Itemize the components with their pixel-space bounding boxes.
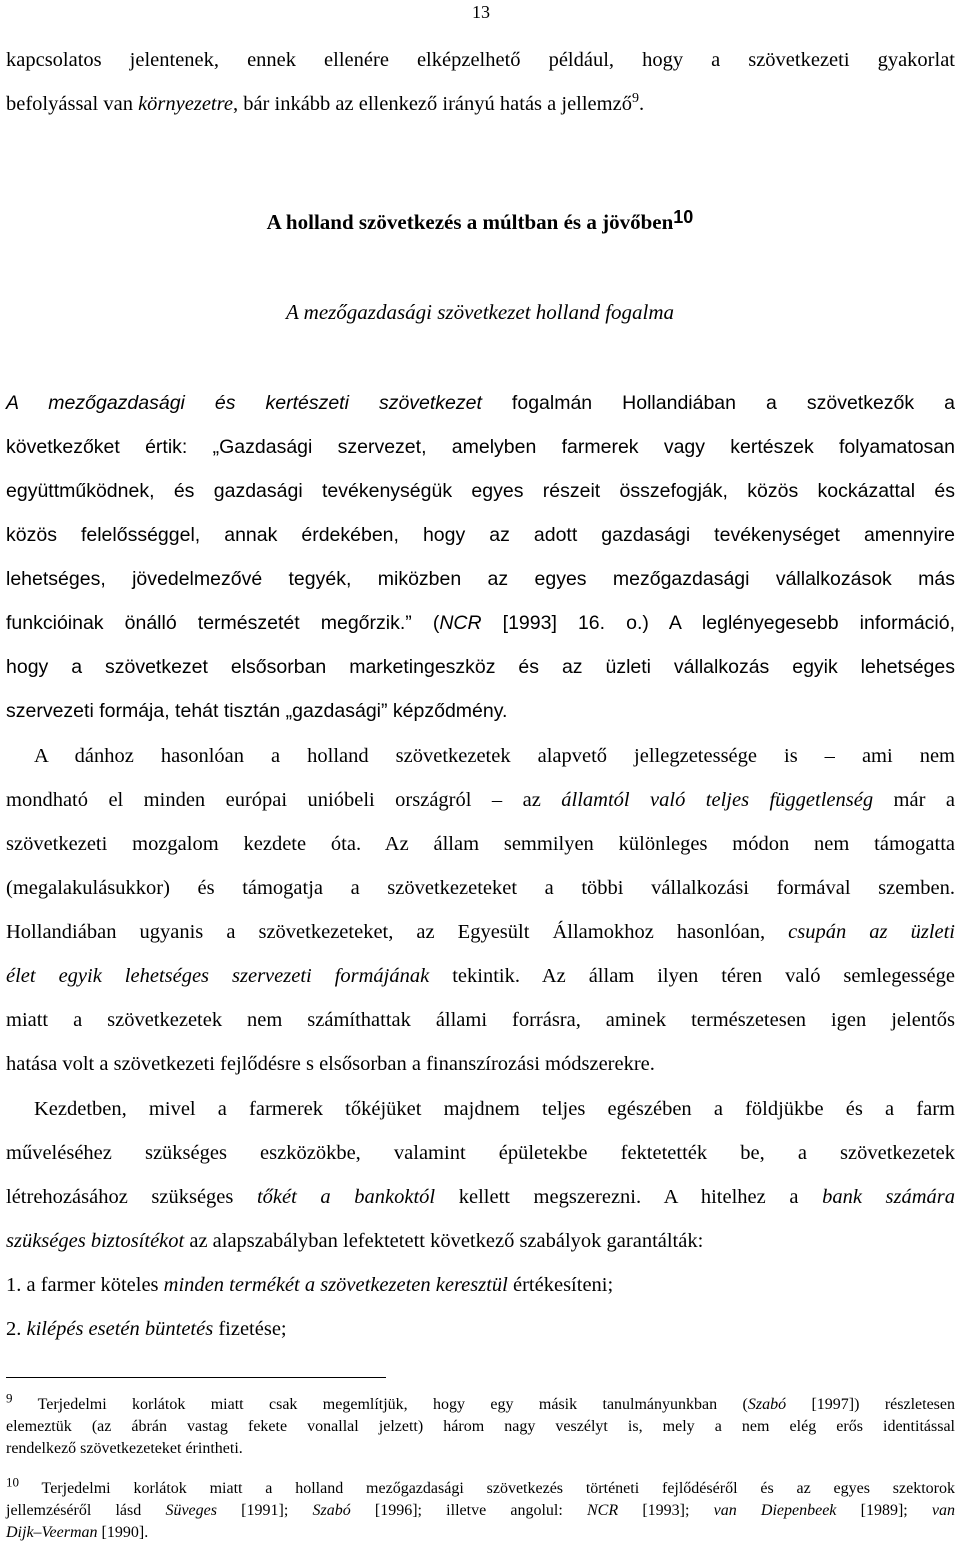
text-span: [1989]; — [836, 1502, 932, 1519]
text-line — [6, 954, 955, 998]
text-line — [6, 1438, 955, 1460]
text-span: kellett megszerezni. A hitelhez a — [435, 1186, 823, 1208]
text-line — [6, 425, 955, 469]
footnote-9 — [6, 1390, 955, 1460]
text-span: létrehozásához szükséges — [6, 1186, 257, 1208]
text-line — [6, 778, 955, 822]
italic-span: NCR — [587, 1502, 619, 1519]
text-span: (megalakulásukkor) és támogatja a szövetkezeteket a többi vállalkozási formával szemben. — [6, 877, 955, 899]
footnote-divider — [6, 1377, 386, 1378]
text-span: kapcsolatos jelentenek, ennek ellenére elképzelhető például, hogy a szövetkezeti gyakorlat — [6, 49, 955, 71]
footnote-number: 9 — [6, 1390, 13, 1406]
italic-span: kilépés esetén büntetés — [26, 1318, 214, 1340]
text-line — [6, 1522, 955, 1544]
list-item — [6, 1263, 955, 1307]
text-span: Kezdetben, mivel a farmerek tőkéjüket majdnem teljes egészében a földjükbe és a farm — [34, 1098, 955, 1120]
text-line — [6, 645, 955, 689]
text-line — [6, 82, 955, 126]
heading-text: A holland szövetkezés a múltban és a jövőben — [266, 210, 674, 234]
text-span: szervezeti formája, tehát tisztán „gazdasági” képződmény. — [6, 700, 508, 722]
text-span: fogalmán Hollandiában a szövetkezők a — [481, 392, 956, 414]
intro-paragraph — [6, 38, 955, 126]
text-span: , bár inkább az ellenkező irányú hatás a jellemző — [232, 93, 632, 115]
text-line — [6, 822, 955, 866]
text-line — [6, 557, 955, 601]
text-line — [6, 1042, 955, 1086]
text-span: A dánhoz hasonlóan a holland szövetkezetek alapvető jellegzetessége is – ami nem — [34, 745, 955, 767]
text-span: [1993]; — [618, 1502, 714, 1519]
text-line — [6, 1131, 955, 1175]
list-item — [6, 1307, 955, 1351]
text-line — [6, 381, 955, 425]
text-span: miatt a szövetkezetek nem számíthattak állami forrásra, aminek természetesen igen jelentős — [6, 1009, 955, 1031]
text-line — [6, 866, 955, 910]
italic-span: szükséges biztosítékot — [6, 1230, 185, 1252]
italic-span: államtól való teljes függetlenség — [561, 789, 874, 811]
italic-span: van — [931, 1502, 956, 1519]
footnote-ref: 9 — [631, 91, 639, 107]
text-span: az alapszabályban lefektetett következő szabályok garantálták: — [184, 1230, 704, 1252]
italic-span: NCR — [439, 612, 482, 634]
text-span: 2. — [6, 1318, 27, 1340]
italic-span: Süveges — [165, 1502, 217, 1519]
paragraph-3 — [6, 1087, 955, 1351]
text-span: fizetése; — [213, 1318, 287, 1340]
text-line — [6, 998, 955, 1042]
footnote-ref: 10 — [673, 207, 694, 227]
italic-span: Szabó — [747, 1396, 787, 1413]
text-line — [6, 1500, 955, 1522]
text-span: 1. a farmer köteles — [6, 1274, 164, 1296]
italic-span: A mezőgazdasági és kertészeti szövetkezet — [6, 392, 482, 414]
text-span: szövetkezeti mozgalom kezdete óta. Az állam semmilyen különleges módon nem támogatta — [6, 833, 955, 855]
text-span: [1991]; — [216, 1502, 313, 1519]
text-span: funkcióinak önálló természetét megőrzik.” ( — [6, 612, 440, 634]
italic-span: tőkét a bankoktól — [256, 1186, 436, 1208]
text-line — [6, 734, 955, 778]
text-span: együttműködnek, és gazdasági tevékenységük egyes részeit összefogják, közös kockázattal és — [6, 480, 955, 502]
paragraph-1 — [6, 381, 955, 733]
text-span: lehetséges, jövedelmezővé tegyék, miközben az egyes mezőgazdasági vállalkozások más — [6, 568, 955, 590]
text-span: [1997]) részletesen — [786, 1396, 955, 1413]
italic-span: minden termékét a szövetkezeten keresztül — [163, 1274, 508, 1296]
text-span: már a — [873, 789, 955, 811]
section-subtitle: A mezőgazdasági szövetkezet holland fogalma — [285, 300, 675, 324]
text-line — [6, 1474, 955, 1500]
text-line — [6, 469, 955, 513]
text-line — [6, 1175, 955, 1219]
text-span: következőket értik: „Gazdasági szervezet, amelyben farmerek vagy kertészek folyamatosan — [6, 436, 955, 458]
text-span: hatása volt a szövetkezeti fejlődésre s elsősorban a finanszírozási módszerekre. — [6, 1053, 655, 1075]
paragraph-2 — [6, 734, 955, 1086]
text-span: [1990]. — [97, 1524, 149, 1541]
page-number: 13 — [472, 2, 490, 22]
text-span: elemeztük (az ábrán vastag fekete vonallal jelzett) három nagy veszélyt is, mely a nem elég erős identitással — [6, 1418, 955, 1435]
text-span: hogy a szövetkezet elsősorban marketingeszköz és az üzleti vállalkozás egyik lehetséges — [6, 656, 955, 678]
italic-span: van Diepenbeek — [713, 1502, 837, 1519]
text-span: közös felelősséggel, annak érdekében, hogy az adott gazdasági tevékenységet amennyire — [6, 524, 955, 546]
italic-span: környezetre — [138, 93, 233, 115]
section-heading — [0, 207, 960, 235]
italic-span: bank számára — [822, 1186, 956, 1208]
text-span: Terjedelmi korlátok miatt a holland mezőgazdasági szövetkezés történeti fejlődéséről és az egyes szektorok — [19, 1480, 955, 1497]
italic-span: csupán az üzleti — [788, 921, 956, 943]
text-span: rendelkező szövetkezeteket érintheti. — [6, 1440, 243, 1457]
text-line — [6, 513, 955, 557]
text-span: [1996]; illetve angolul: — [350, 1502, 587, 1519]
text-line — [6, 601, 955, 645]
text-span: műveléséhez szükséges eszközökbe, valamint épületekbe fektetették be, a szövetkezetek — [6, 1142, 955, 1164]
text-span: tekintik. Az állam ilyen téren való semlegessége — [429, 965, 956, 987]
text-line — [6, 38, 955, 82]
text-line — [6, 1390, 955, 1416]
text-span: befolyással van — [6, 93, 139, 115]
text-line — [6, 1087, 955, 1131]
text-line — [6, 1219, 955, 1263]
text-line — [6, 910, 955, 954]
italic-span: Dijk–Veerman — [6, 1524, 98, 1541]
text-span: Terjedelmi korlátok miatt csak megemlítjük, hogy egy másik tanulmányunkban ( — [12, 1396, 748, 1413]
footnote-number: 10 — [6, 1474, 19, 1490]
text-span: Hollandiában ugyanis a szövetkezeteket, az Egyesült Államokhoz hasonlóan, — [6, 921, 789, 943]
text-span: értékesíteni; — [507, 1274, 614, 1296]
text-span: [1993] 16. o.) A leglényegesebb információ, — [481, 612, 956, 634]
italic-span: élet egyik lehetséges szervezeti formájának — [6, 965, 430, 987]
text-span: jellemzéséről lásd — [6, 1502, 166, 1519]
text-line — [6, 689, 955, 733]
footnote-10 — [6, 1474, 956, 1544]
text-span: mondható el minden európai unióbeli országról – az — [6, 789, 562, 811]
text-line — [6, 1416, 955, 1438]
italic-span: Szabó — [312, 1502, 351, 1519]
text-span: . — [638, 93, 645, 115]
